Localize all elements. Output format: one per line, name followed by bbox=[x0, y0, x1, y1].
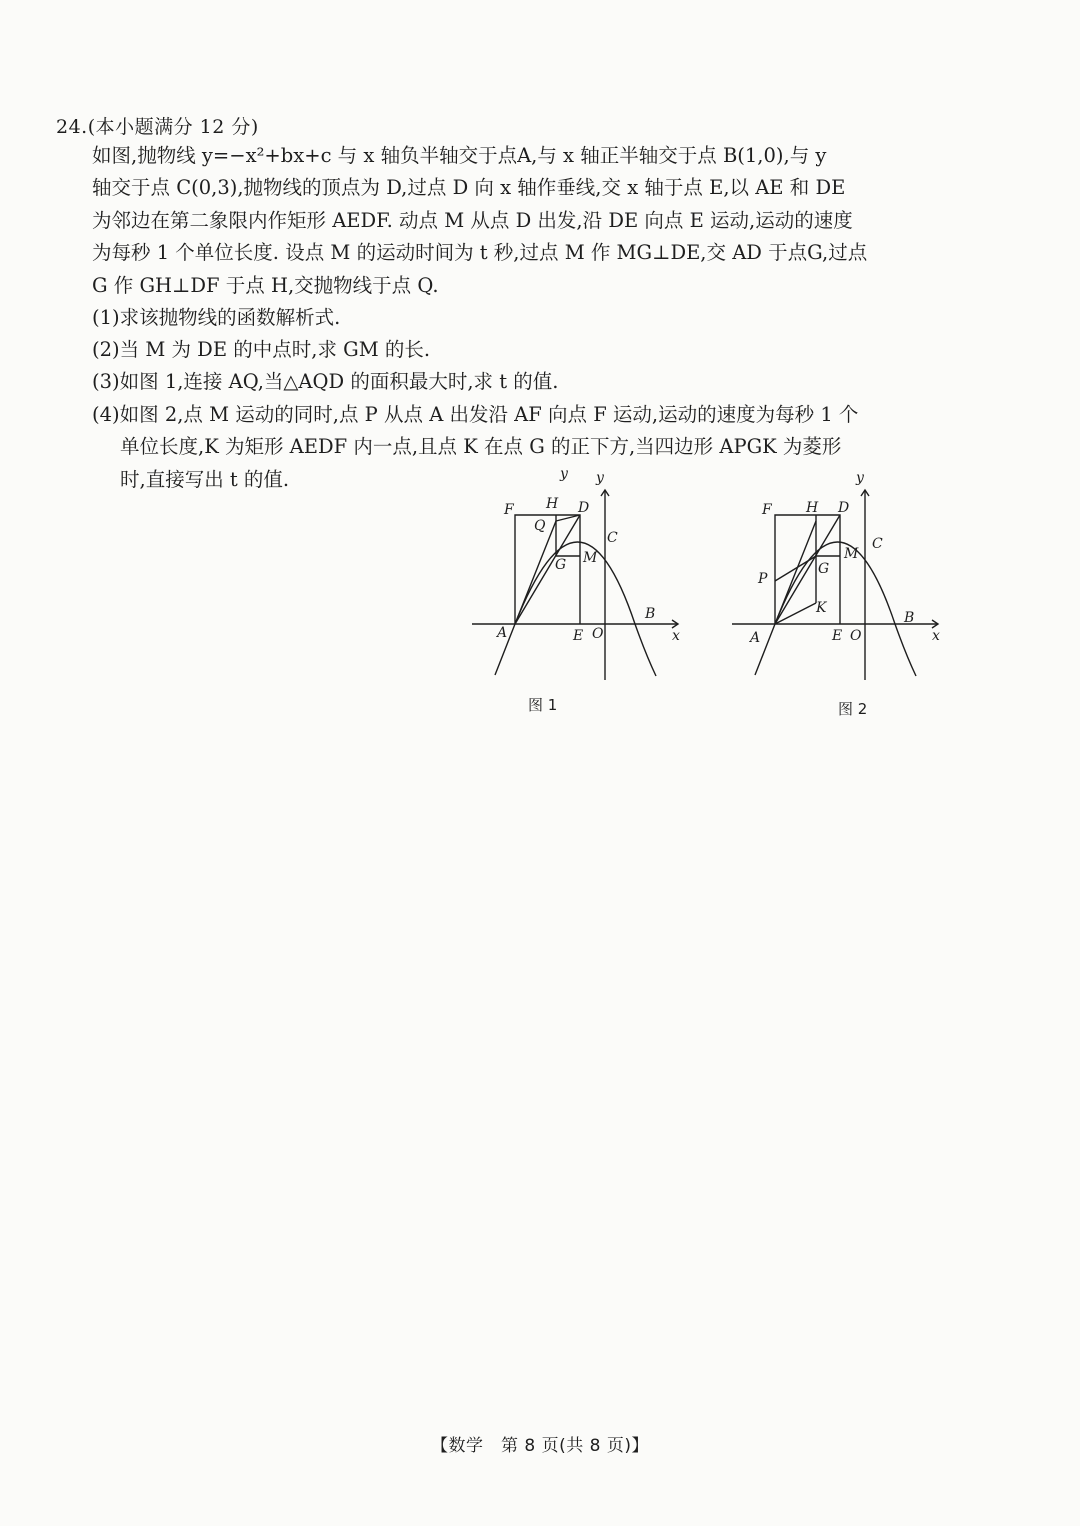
figure-2-diagram bbox=[720, 470, 960, 690]
figure-2-caption: 图 2 bbox=[838, 700, 868, 718]
label-x: x bbox=[932, 628, 940, 644]
sub-question-4-line: (4)如图 2,点 M 运动的同时,点 P 从点 A 出发沿 AF 向点 F 运动,运动的速度为每秒 1 个 bbox=[92, 403, 859, 426]
sub-question-2: (2)当 M 为 DE 的中点时,求 GM 的长. bbox=[92, 338, 431, 361]
label-p: P bbox=[758, 571, 768, 587]
label-f: F bbox=[504, 502, 514, 518]
label-c: C bbox=[607, 530, 618, 546]
segment-aq bbox=[515, 521, 556, 624]
segment-ad bbox=[515, 515, 580, 624]
label-y: y bbox=[560, 466, 568, 482]
figure-1-diagram bbox=[460, 466, 700, 690]
stem-line: 为每秒 1 个单位长度. 设点 M 的运动时间为 t 秒,过点 M 作 MG⊥DE,交 AD 于点G,过点 bbox=[92, 241, 868, 265]
label-b: B bbox=[645, 606, 656, 622]
question-title: 24.(本小题满分 12 分) bbox=[56, 116, 259, 138]
stem-line: 轴交于点 C(0,3),抛物线的顶点为 D,过点 D 向 x 轴作垂线,交 x 轴于点 E,以 AE 和 DE bbox=[92, 176, 846, 200]
label-b: B bbox=[904, 610, 915, 626]
label-o: O bbox=[850, 628, 862, 644]
sub-question-1: (1)求该抛物线的函数解析式. bbox=[92, 306, 341, 329]
question-stem bbox=[92, 140, 952, 302]
label-f: F bbox=[762, 502, 772, 518]
label-a: A bbox=[750, 630, 761, 646]
parabola bbox=[495, 542, 656, 676]
label-m: M bbox=[583, 550, 598, 566]
label-g: G bbox=[555, 557, 567, 573]
label-c: C bbox=[872, 536, 883, 552]
label-e: E bbox=[573, 628, 584, 644]
page-footer: 【数学 第 8 页(共 8 页)】 bbox=[430, 1436, 649, 1456]
sub-question-4-line: 时,直接写出 t 的值. bbox=[120, 467, 290, 491]
label-m: M bbox=[844, 546, 859, 562]
figure-1 bbox=[460, 466, 700, 690]
segment-pg bbox=[775, 556, 816, 581]
label-a: A bbox=[497, 625, 508, 641]
label-g: G bbox=[818, 561, 830, 577]
label-q: Q bbox=[534, 518, 546, 534]
sub-question-3: (3)如图 1,连接 AQ,当△AQD 的面积最大时,求 t 的值. bbox=[92, 370, 559, 393]
label-x: x bbox=[672, 628, 680, 644]
stem-line: 为邻边在第二象限内作矩形 AEDF. 动点 M 从点 D 出发,沿 DE 向点 E 运动,运动的速度 bbox=[92, 208, 853, 232]
stem-line: 如图,抛物线 y=−x²+bx+c 与 x 轴负半轴交于点A,与 x 轴正半轴交于点 B(1,0),与 y bbox=[92, 144, 827, 167]
label-h: H bbox=[546, 496, 559, 512]
label-h: H bbox=[806, 500, 819, 516]
figure-1-caption: 图 1 bbox=[528, 696, 558, 714]
stem-line: G 作 GH⊥DF 于点 H,交抛物线于点 Q. bbox=[92, 273, 439, 297]
label-d: D bbox=[838, 500, 850, 516]
label-y: y bbox=[856, 470, 864, 486]
segment-aq bbox=[775, 521, 816, 624]
label-y-axis: y bbox=[596, 470, 604, 486]
sub-question-4-line: 单位长度,K 为矩形 AEDF 内一点,且点 K 在点 G 的正下方,当四边形 APGK 为菱形 bbox=[120, 435, 842, 459]
label-d: D bbox=[578, 500, 590, 516]
label-e: E bbox=[832, 628, 843, 644]
label-k: K bbox=[816, 600, 827, 616]
label-o: O bbox=[592, 626, 604, 642]
figure-2 bbox=[720, 470, 960, 690]
parabola bbox=[755, 542, 916, 676]
